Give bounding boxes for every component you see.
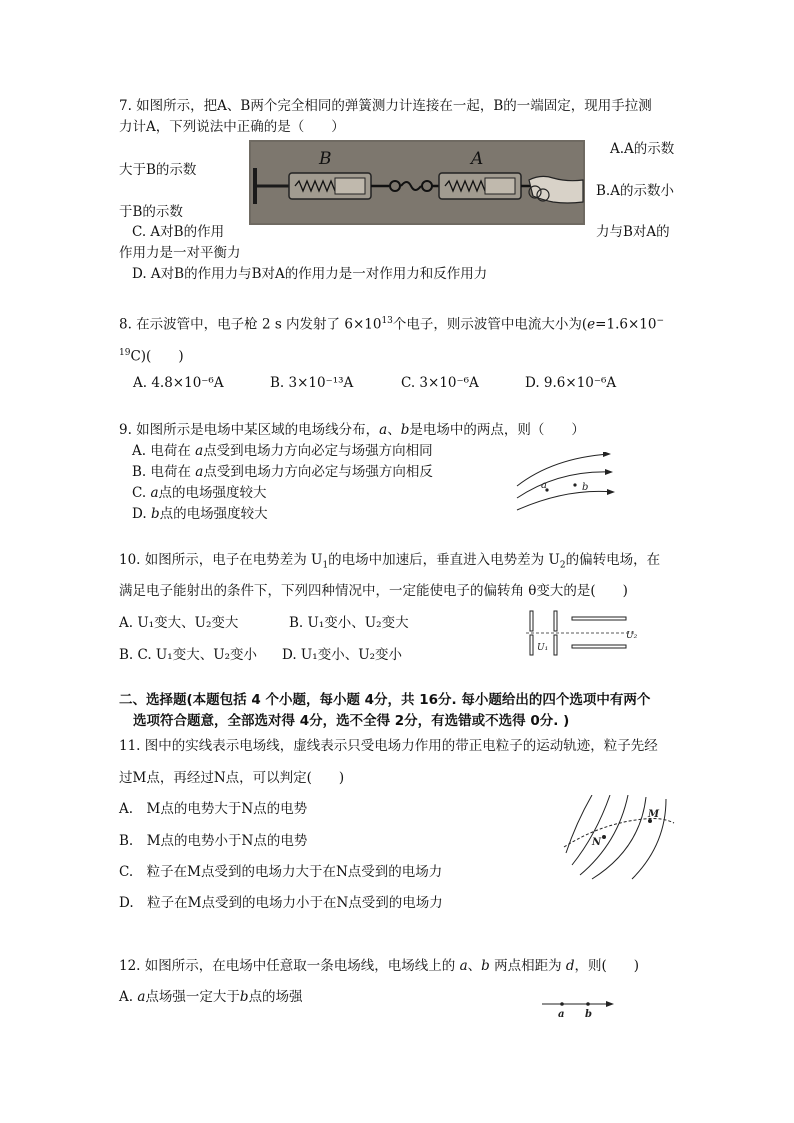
q8-option-b: B. 3×10⁻¹³A bbox=[270, 375, 354, 391]
q11-trajectory-figure bbox=[562, 795, 678, 881]
q7-option-c-part1: C. A对B的作用 bbox=[132, 224, 225, 240]
spring-scale-figure bbox=[249, 140, 585, 225]
q11-option-c: C. 粒子在M点受到的电场力大于在N点受到的电场力 bbox=[119, 864, 443, 880]
q9-field-lines-figure bbox=[513, 452, 617, 512]
q11-fig-label-m: M bbox=[648, 809, 660, 820]
q10-stem-line1: 10. 如图所示，电子在电势差为 $U_1$的电场中加速后，垂直进入电势差为 $U_2$的偏转电场，在 bbox=[119, 552, 661, 571]
q12-field-line-figure bbox=[540, 998, 620, 1020]
q7-stem-line2: 力计A，下列说法中正确的是（ ） bbox=[119, 119, 345, 135]
q12-fig-label-b: b bbox=[585, 1009, 592, 1020]
q8-stem-line2: $^{19}$C)( ) bbox=[119, 348, 184, 365]
q8-option-d: D. 9.6×10⁻⁶A bbox=[525, 375, 617, 391]
section2-heading-line2: 选项符合题意，全部选对得 4分，选不全得 2分，有选错或不选得 0分. ) bbox=[133, 713, 570, 729]
q9-stem: 9. 如图所示是电场中某区域的电场线分布，a、b是电场中的两点，则（ ） bbox=[119, 422, 585, 438]
q8-stem-line1: 8. 在示波管中，电子枪 2 s 内发射了 $6\times 10^{13}$个电子，则示波管中电流大小为(e=1.6×10− bbox=[119, 316, 664, 333]
q7-stem-line1: 7. 如图所示，把A、B两个完全相同的弹簧测力计连接在一起，B的一端固定，现用手拉测 bbox=[119, 98, 652, 114]
spring-label-b: B bbox=[319, 149, 332, 169]
q12-fig-label-a: a bbox=[558, 1009, 565, 1020]
q7-option-d: D. A对B的作用力与B对A的作用力是一对作用力和反作用力 bbox=[132, 266, 488, 282]
q9-option-b: B. 电荷在 a点受到电场力方向必定与场强方向相反 bbox=[132, 464, 433, 480]
q10-option-a: A. U₁变大、U₂变大 bbox=[119, 615, 239, 631]
q8-option-c: C. 3×10⁻⁶A bbox=[401, 375, 479, 391]
q7-option-b-part1: B.A的示数小 bbox=[596, 183, 674, 199]
q10-option-d: D. U₁变小、U₂变小 bbox=[282, 647, 403, 663]
q9-option-d: D. b点的电场强度较大 bbox=[132, 506, 268, 522]
q7-option-b-part2: 于B的示数 bbox=[119, 204, 183, 220]
q8-option-a: A. 4.8×10⁻⁶A bbox=[133, 375, 224, 391]
q12-stem: 12. 如图所示，在电场中任意取一条电场线，电场线上的 a、b 两点相距为 d，则( ) bbox=[119, 958, 640, 974]
q11-option-b: B. M点的电势小于N点的电势 bbox=[119, 833, 308, 849]
q9-fig-label-a: a bbox=[541, 480, 547, 491]
spring-label-a: A bbox=[471, 149, 484, 169]
q10-option-b: B. U₁变小、U₂变大 bbox=[289, 615, 409, 631]
q10-option-c: B. C. U₁变大、U₂变小 bbox=[119, 647, 258, 663]
q7-option-a-part1: A.A的示数 bbox=[610, 141, 675, 157]
q11-option-a: A. M点的电势大于N点的电势 bbox=[119, 801, 308, 817]
q10-fig-label-u1: U₁ bbox=[537, 643, 549, 653]
q12-option-a: A. a点场强一定大于b点的场强 bbox=[119, 989, 303, 1005]
q7-option-c-part2: 力与B对A的 bbox=[596, 224, 670, 240]
q10-stem-line2: 满足电子能射出的条件下，下列四种情况中，一定能使电子的偏转角 θ变大的是( ) bbox=[119, 583, 628, 599]
q11-option-d: D. 粒子在M点受到的电场力小于在N点受到的电场力 bbox=[119, 895, 443, 911]
q10-fig-label-u2: U₂ bbox=[626, 631, 638, 641]
q11-fig-label-n: N bbox=[592, 837, 602, 848]
q9-fig-label-b: b bbox=[582, 482, 589, 493]
q11-stem-line2: 过M点，再经过N点，可以判定( ) bbox=[119, 770, 345, 786]
q9-option-c: C. a点的电场强度较大 bbox=[132, 485, 267, 501]
q11-stem-line1: 11. 图中的实线表示电场线，虚线表示只受电场力作用的带正电粒子的运动轨迹，粒子先经 bbox=[119, 738, 658, 754]
section2-heading-line1: 二、选择题(本题包括 4 个小题，每小题 4分，共 16分. 每小题给出的四个选项中有两个 bbox=[119, 692, 651, 708]
q9-option-a: A. 电荷在 a点受到电场力方向必定与场强方向相同 bbox=[132, 443, 433, 459]
q7-option-a-part2: 大于B的示数 bbox=[119, 162, 197, 178]
q7-option-c-part3: 作用力是一对平衡力 bbox=[119, 245, 241, 261]
q10-deflection-figure bbox=[524, 609, 640, 659]
